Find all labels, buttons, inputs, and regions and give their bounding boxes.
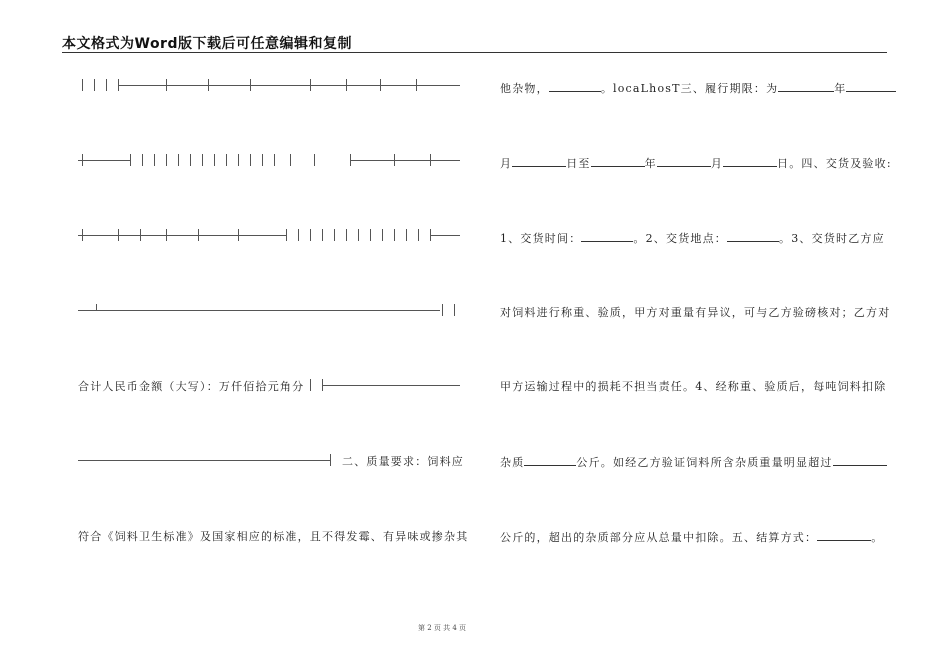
page-footer: 第 2 页 共 4 页 [417, 624, 467, 632]
right-line-2-a: 月 [500, 157, 513, 170]
table-line-1 [78, 79, 460, 93]
document-header: 本文格式为Word版下载后可任意编辑和复制 [62, 36, 352, 52]
right-line-6-b: 公斤。如经乙方验证饲料所含杂质重量明显超过 [576, 456, 833, 469]
table-line-6 [78, 454, 338, 468]
table-line-5 [308, 379, 460, 393]
right-line-5: 甲方运输过程中的损耗不担当责任。4、经称重、验质后，每吨饲料扣除 [500, 380, 887, 393]
blank-field [778, 79, 834, 92]
right-line-2-e: 日。四、交货及验收: [777, 157, 892, 170]
right-line-4: 对饲料进行称重、验质，甲方对重量有异议，可与乙方验磅核对；乙方对 [500, 306, 891, 319]
right-line-2 [500, 154, 892, 171]
blank-field [657, 154, 711, 167]
blank-field [549, 79, 601, 92]
quality-text: 符合《饲料卫生标准》及国家相应的标准，且不得发霉、有异味或掺杂其 [78, 530, 469, 543]
blank-field [723, 154, 777, 167]
blank-field [512, 154, 566, 167]
right-line-6-a: 杂质 [500, 456, 525, 469]
right-line-1-a: 他杂物， [500, 82, 549, 95]
right-line-1 [500, 79, 896, 96]
right-line-2-c: 年 [644, 157, 657, 170]
right-line-3-a: 1、交货时间： [500, 232, 582, 245]
blank-field [817, 528, 871, 541]
blank-field [833, 453, 887, 466]
right-line-3-b: 。2、交货地点： [633, 232, 728, 245]
right-line-6 [500, 453, 887, 470]
right-line-3-c: 。3、交货时乙方应 [779, 232, 885, 245]
right-line-7-b: 。 [871, 531, 884, 544]
right-line-2-b: 日至 [566, 157, 591, 170]
right-line-3 [500, 229, 885, 246]
blank-field [524, 453, 576, 466]
header-rule [62, 52, 887, 53]
quality-heading: 二、质量要求：饲料应 [342, 455, 464, 468]
table-line-4 [78, 304, 460, 318]
blank-field [591, 154, 645, 167]
blank-field [846, 79, 896, 92]
blank-field [581, 229, 633, 242]
right-line-7-a: 公斤的，超出的杂质部分应从总量中扣除。五、结算方式： [500, 531, 818, 544]
amount-label: 合计人民币金额（大写）：万仟佰拾元角分 [78, 380, 305, 393]
table-line-2 [78, 154, 460, 168]
table-line-3 [78, 229, 460, 243]
right-line-1-c: 年 [834, 82, 847, 95]
blank-field [727, 229, 779, 242]
right-line-2-d: 月 [710, 157, 724, 170]
right-line-7 [500, 528, 883, 545]
right-line-1-b: 。locaLhosT三、履行期限：为 [600, 82, 779, 95]
